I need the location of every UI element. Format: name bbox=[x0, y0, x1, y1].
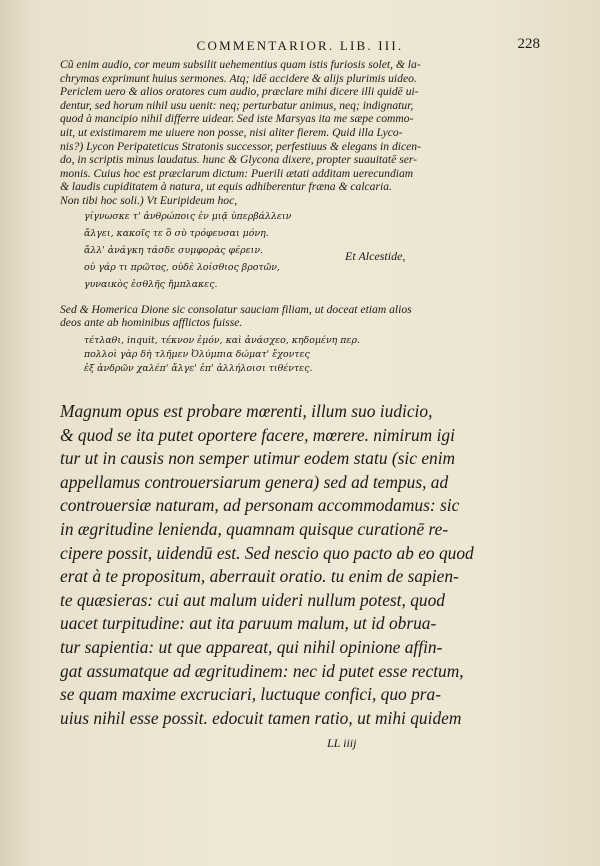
commentary-line: Non tibi hoc soli.) Vt Euripideum hoc, bbox=[60, 193, 238, 207]
commentary-line: uit, ut existimarem me uiuere non posse, nisi aliter fierem. Quid illa Lyco- bbox=[60, 125, 403, 139]
commentary-line: quod à mancipio nihil differre uidear. Sed iste Marsyas ita me sæpe commo- bbox=[60, 112, 414, 126]
greek-verse: οὐ γάρ τι πρῶτος, οὐδὲ λοίσθιος βροτῶν, bbox=[84, 261, 280, 273]
main-text-line: controuersiæ naturam, ad personam accommodamus: sic bbox=[60, 495, 460, 516]
main-text-line: uius nihil esse possit. edocuit tamen ratio, ut mihi quidem bbox=[60, 707, 462, 728]
commentary-line: do, in scriptis minus laudatus. hunc & Glycona dixere, propter suauitatē ser- bbox=[60, 153, 417, 167]
greek-verse: πολλοὶ γὰρ δὴ τλῆμεν Ὀλύμπια δώματ' ἔχοντες bbox=[84, 348, 310, 360]
commentary-line: dentur, sed horum nihil usu uenit: neq; perturbatur animus, neq; indignatur, bbox=[60, 98, 414, 112]
main-text-line: uacet turpitudine: aut ita paruum malum, ut id obrua- bbox=[60, 613, 437, 634]
commentary-line: Periclem uero & alios oratores cum audio, præclare mihi dicere illi quidē ui- bbox=[60, 85, 419, 99]
main-text-line: tur ut in causis non semper utimur eodem statu (sic enim bbox=[60, 448, 456, 469]
main-text-line: cipere possit, uidendū est. Sed nescio quo pacto ab eo quod bbox=[60, 542, 474, 563]
source-note: Et Alcestide, bbox=[345, 248, 406, 263]
greek-verse: ἄλγει, κακοῖς τε ὃ σὺ τρόφευσαι μόνη. bbox=[84, 227, 269, 239]
main-text-line: se quam maxime excruciari, luctuque confici, quo pra- bbox=[60, 684, 442, 705]
commentary-line: deos ante ab hominibus afflictos fuisse. bbox=[60, 316, 243, 330]
running-title: COMMENTARIOR. LIB. III. bbox=[196, 38, 404, 53]
commentary-line: Cũ enim audio, cor meum subsilit uehementius quam istis furiosis solet, & la- bbox=[60, 58, 421, 71]
commentary-line: Sed & Homerica Dione sic consolatur sauciam filiam, ut doceat etiam alios bbox=[60, 302, 412, 316]
main-text-line: appellamus controuersiarum genera) sed ad tempus, ad bbox=[60, 471, 449, 492]
greek-verse: γυναικὸς ἐσθλῆς ἤμπλακες. bbox=[84, 278, 218, 290]
main-text-line: in ægritudine lenienda, quamnam quisque curationē re- bbox=[60, 518, 449, 539]
greek-verse: ἐξ ἀνδρῶν χαλέπ' ἄλγε' ἐπ' ἀλλήλοισι τιθέντες. bbox=[84, 362, 313, 374]
greek-verse: ἄλλ' ἀνάγκη τάσδε συμφορὰς φέρειν. bbox=[84, 244, 264, 256]
main-text-line: & quod se ita putet oportere facere, mœrere. nimirum igi bbox=[60, 424, 455, 445]
greek-verse: γίγνωσκε τ' ἀνθρώποις ἐν μιᾷ ὑπερβάλλειν bbox=[84, 210, 292, 222]
homer-quote bbox=[60, 330, 550, 374]
main-text-line: te quæsieras: cui aut malum uideri nullum potest, quod bbox=[60, 589, 445, 610]
commentary-line: & laudis cupiditatem à natura, ut equis adhiberentur fræna & calcaria. bbox=[60, 180, 392, 194]
commentary-line: chrymas exprimunt huius sermones. Atq; idē accidere & alijs plurimis uideo. bbox=[60, 71, 417, 85]
commentary-block bbox=[60, 58, 550, 374]
page-number: 228 bbox=[517, 36, 540, 52]
main-text-line: Magnum opus est probare mœrenti, illum suo iudicio, bbox=[60, 401, 433, 421]
commentary-line: monis. Cuius hoc est præclarum dictum: Puerili ætati additam uerecundiam bbox=[60, 166, 414, 180]
greek-verse: τέτλαθι, inquit, τέκνον ἐμόν, καὶ ἀνάσχεο, κηδομένη περ. bbox=[84, 334, 360, 346]
main-text-line: tur sapientia: ut que appareat, qui nihil opinione affin- bbox=[60, 636, 443, 657]
main-text-block bbox=[60, 400, 560, 730]
main-text-line: erat à te propositum, aberrauit oratio. tu enim de sapien- bbox=[60, 566, 459, 587]
commentary-line: nis?) Lycon Peripateticus Stratonis successor, perfestiuus & elegans in dicen- bbox=[60, 139, 421, 153]
main-text-line: gat assumatque ad ægritudinem: nec id putet esse rectum, bbox=[60, 660, 464, 681]
euripides-quote bbox=[60, 208, 550, 303]
signature-mark: LL iiij bbox=[327, 736, 357, 750]
